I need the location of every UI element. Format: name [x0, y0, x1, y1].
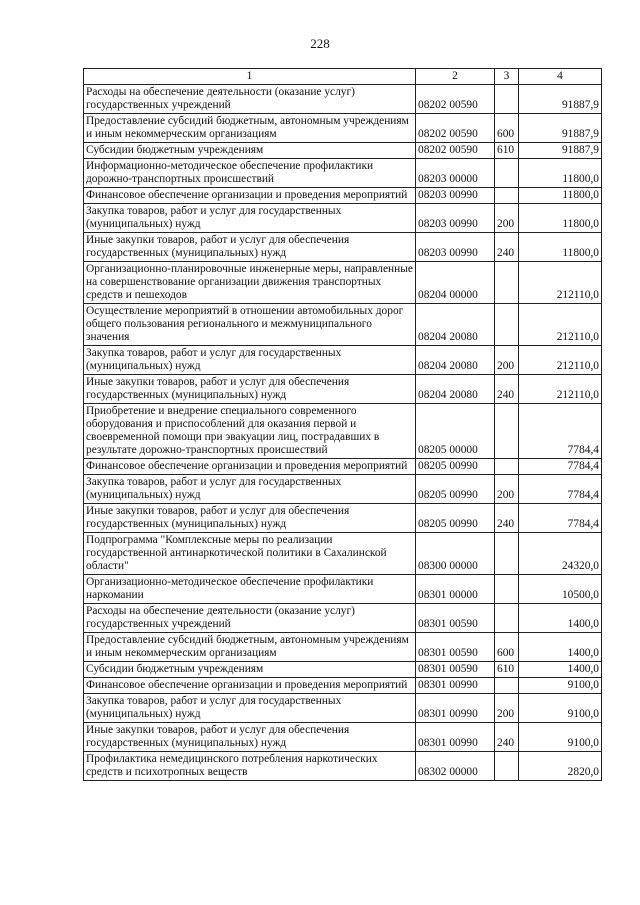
- table-row: [84, 304, 602, 346]
- row-amount: 11800,0: [519, 204, 602, 233]
- row-name: Информационно-методическое обеспечение профилактики дорожно-транспортных происшествий: [84, 159, 416, 188]
- row-amount: 212110,0: [519, 304, 602, 346]
- row-type: 240: [495, 723, 519, 752]
- row-type: [495, 85, 519, 114]
- table-row: [84, 262, 602, 304]
- budget-table: [83, 68, 602, 781]
- row-type: 600: [495, 114, 519, 143]
- row-amount: 1400,0: [519, 604, 602, 633]
- table-row: [84, 114, 602, 143]
- table-row: [84, 375, 602, 404]
- row-name: Иные закупки товаров, работ и услуг для обеспечения государственных (муниципальных) нужд: [84, 504, 416, 533]
- row-type: [495, 533, 519, 575]
- row-name: Закупка товаров, работ и услуг для государственных (муниципальных) нужд: [84, 346, 416, 375]
- header-col-2: 2: [416, 69, 495, 85]
- row-code: 08204 20080: [416, 346, 495, 375]
- row-type: 240: [495, 233, 519, 262]
- row-code: 08301 00990: [416, 723, 495, 752]
- row-code: 08301 00590: [416, 633, 495, 662]
- row-code: 08203 00990: [416, 233, 495, 262]
- row-type: [495, 604, 519, 633]
- row-amount: 91887,9: [519, 114, 602, 143]
- row-name: Профилактика немедицинского потребления наркотических средств и психотропных веществ: [84, 752, 416, 781]
- row-type: 200: [495, 475, 519, 504]
- row-amount: 212110,0: [519, 262, 602, 304]
- table-row: [84, 752, 602, 781]
- row-code: 08301 00000: [416, 575, 495, 604]
- table-row: [84, 694, 602, 723]
- table-row: [84, 662, 602, 678]
- row-code: 08301 00990: [416, 678, 495, 694]
- table-row: [84, 346, 602, 375]
- row-code: 08300 00000: [416, 533, 495, 575]
- row-name: Закупка товаров, работ и услуг для государственных (муниципальных) нужд: [84, 694, 416, 723]
- row-code: 08203 00990: [416, 204, 495, 233]
- row-amount: 1400,0: [519, 633, 602, 662]
- row-amount: 9100,0: [519, 694, 602, 723]
- page-number: 228: [310, 36, 330, 51]
- row-amount: 7784,4: [519, 404, 602, 459]
- row-type: [495, 575, 519, 604]
- row-code: 08203 00000: [416, 159, 495, 188]
- row-code: 08204 20080: [416, 375, 495, 404]
- row-type: [495, 752, 519, 781]
- row-amount: 11800,0: [519, 233, 602, 262]
- row-amount: 9100,0: [519, 723, 602, 752]
- table-row: [84, 459, 602, 475]
- table-row: [84, 533, 602, 575]
- row-type: 200: [495, 346, 519, 375]
- row-amount: 212110,0: [519, 375, 602, 404]
- row-name: Иные закупки товаров, работ и услуг для обеспечения государственных (муниципальных) нужд: [84, 375, 416, 404]
- table-row: [84, 604, 602, 633]
- row-type: [495, 188, 519, 204]
- row-code: 08205 00000: [416, 404, 495, 459]
- row-amount: 7784,4: [519, 504, 602, 533]
- row-name: Субсидии бюджетным учреждениям: [84, 143, 416, 159]
- row-amount: 212110,0: [519, 346, 602, 375]
- row-amount: 91887,9: [519, 85, 602, 114]
- row-name: Закупка товаров, работ и услуг для государственных (муниципальных) нужд: [84, 475, 416, 504]
- row-type: 600: [495, 633, 519, 662]
- row-name: Финансовое обеспечение организации и проведения мероприятий: [84, 188, 416, 204]
- table-row: [84, 575, 602, 604]
- table-header-row: [84, 69, 602, 85]
- row-name: Закупка товаров, работ и услуг для государственных (муниципальных) нужд: [84, 204, 416, 233]
- table-row: [84, 143, 602, 159]
- row-type: 610: [495, 143, 519, 159]
- table-row: [84, 678, 602, 694]
- table-row: [84, 233, 602, 262]
- row-name: Субсидии бюджетным учреждениям: [84, 662, 416, 678]
- row-code: 08202 00590: [416, 143, 495, 159]
- row-amount: 11800,0: [519, 188, 602, 204]
- row-amount: 91887,9: [519, 143, 602, 159]
- row-type: [495, 159, 519, 188]
- row-code: 08204 00000: [416, 262, 495, 304]
- row-name: Расходы на обеспечение деятельности (оказание услуг) государственных учреждений: [84, 604, 416, 633]
- row-type: 240: [495, 375, 519, 404]
- header-col-4: 4: [519, 69, 602, 85]
- row-name: Организационно-методическое обеспечение профилактики наркомании: [84, 575, 416, 604]
- row-type: 240: [495, 504, 519, 533]
- row-amount: 11800,0: [519, 159, 602, 188]
- row-code: 08202 00590: [416, 85, 495, 114]
- row-amount: 2820,0: [519, 752, 602, 781]
- row-name: Подпрограмма "Комплексные меры по реализации государственной антинаркотической политики в Сахалинской области": [84, 533, 416, 575]
- table-row: [84, 504, 602, 533]
- row-code: 08202 00590: [416, 114, 495, 143]
- table-row: [84, 723, 602, 752]
- row-type: 200: [495, 204, 519, 233]
- row-type: [495, 304, 519, 346]
- row-type: [495, 404, 519, 459]
- header-col-1: 1: [84, 69, 416, 85]
- row-name: Иные закупки товаров, работ и услуг для обеспечения государственных (муниципальных) нужд: [84, 723, 416, 752]
- row-code: 08301 00990: [416, 694, 495, 723]
- table-row: [84, 204, 602, 233]
- row-amount: 24320,0: [519, 533, 602, 575]
- row-code: 08204 20080: [416, 304, 495, 346]
- row-name: Осуществление мероприятий в отношении автомобильных дорог общего пользования регионального и межмуниципального значения: [84, 304, 416, 346]
- row-amount: 7784,4: [519, 475, 602, 504]
- row-type: 200: [495, 694, 519, 723]
- row-name: Предоставление субсидий бюджетным, автономным учреждениям и иным некоммерческим организациям: [84, 633, 416, 662]
- table-row: [84, 633, 602, 662]
- row-amount: 9100,0: [519, 678, 602, 694]
- row-type: [495, 459, 519, 475]
- table-row: [84, 188, 602, 204]
- row-code: 08301 00590: [416, 604, 495, 633]
- row-code: 08302 00000: [416, 752, 495, 781]
- row-name: Организационно-планировочные инженерные меры, направленные на совершенствование организации движения транспортных средств и пешеходов: [84, 262, 416, 304]
- header-col-3: 3: [495, 69, 519, 85]
- row-name: Предоставление субсидий бюджетным, автономным учреждениям и иным некоммерческим организациям: [84, 114, 416, 143]
- row-name: Финансовое обеспечение организации и проведения мероприятий: [84, 459, 416, 475]
- table-row: [84, 475, 602, 504]
- row-name: Финансовое обеспечение организации и проведения мероприятий: [84, 678, 416, 694]
- row-code: 08203 00990: [416, 188, 495, 204]
- table-row: [84, 404, 602, 459]
- row-code: 08205 00990: [416, 475, 495, 504]
- table-row: [84, 85, 602, 114]
- row-type: 610: [495, 662, 519, 678]
- row-amount: 7784,4: [519, 459, 602, 475]
- row-code: 08205 00990: [416, 459, 495, 475]
- row-type: [495, 262, 519, 304]
- row-type: [495, 678, 519, 694]
- row-amount: 1400,0: [519, 662, 602, 678]
- row-amount: 10500,0: [519, 575, 602, 604]
- row-code: 08301 00590: [416, 662, 495, 678]
- row-name: Иные закупки товаров, работ и услуг для обеспечения государственных (муниципальных) нужд: [84, 233, 416, 262]
- table-row: [84, 159, 602, 188]
- row-name: Расходы на обеспечение деятельности (оказание услуг) государственных учреждений: [84, 85, 416, 114]
- row-name: Приобретение и внедрение специального современного оборудования и приспособлений для оказания первой и своевременной помощи при эвакуации лиц, пострадавших в результате дорожно-транспортных происшествий: [84, 404, 416, 459]
- row-code: 08205 00990: [416, 504, 495, 533]
